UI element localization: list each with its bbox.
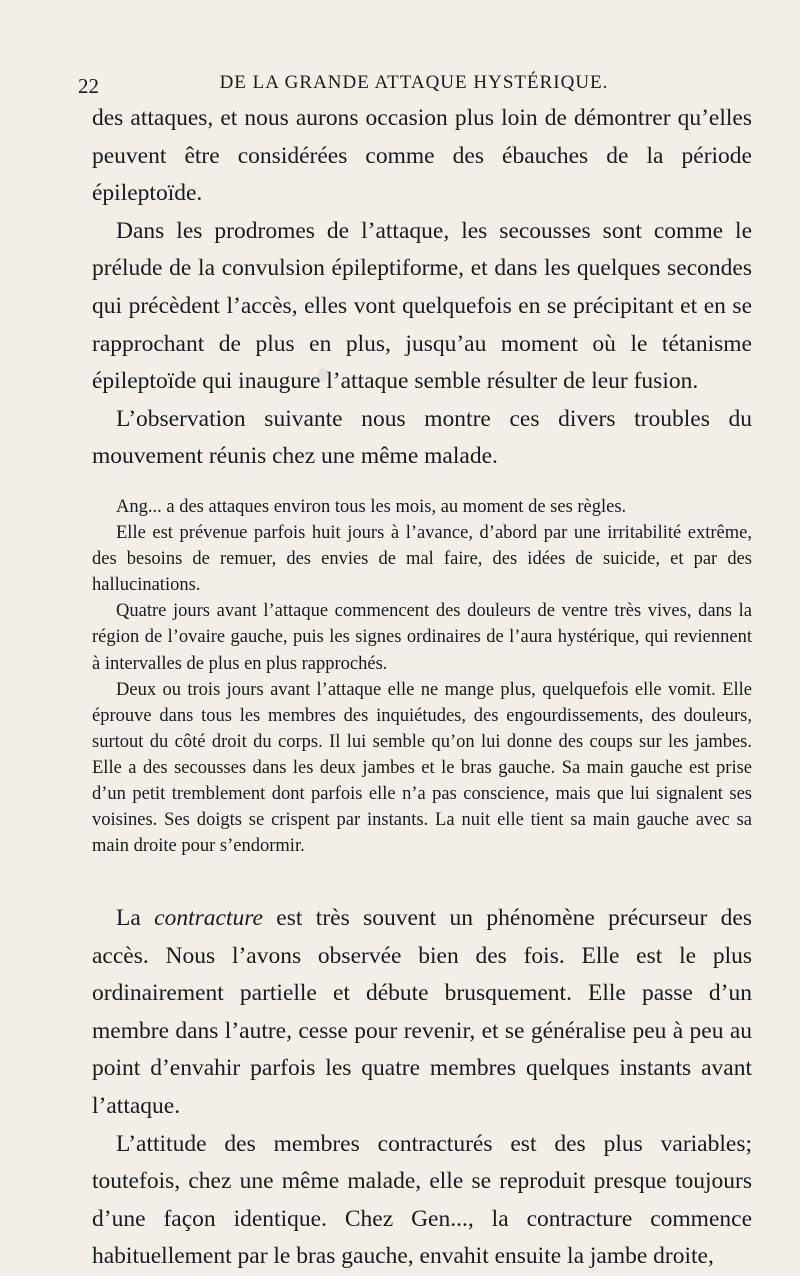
paragraph-observation-intro: L’observation suivante nous montre ces divers troubles du mouvement réunis chez une même malade. [92, 405, 752, 470]
emphasis-contracture: contracture [154, 905, 263, 931]
observation-paragraph: Ang... a des attaques environ tous les mois, au moment de ses règles. [116, 497, 627, 517]
paragraph-continuation: des attaques, et nous aurons occasion plus loin de démontrer qu’elles peuvent être considérées comme des ébauches de la période épileptoïde. [92, 105, 752, 207]
intro-section [92, 100, 752, 476]
observation-paragraph: Quatre jours avant l’attaque commencent des douleurs de ventre très vives, dans la région de l’ovaire gauche, puis les signes ordinaires de l’aura hystérique, qui reviennent à intervalles de plus en plus rapprochés. [92, 601, 752, 674]
paragraph-contracture: La contracture est très souvent un phénomène précurseur des accès. Nous l’avons observée bien des fois. Elle est le plus ordinairement partielle et débute brusquement. Elle passe d’un membre dans l’autre, cesse pour revenir, et se généralise peu à peu au point d’envahir parfois les quatre membres quelques instants avant l’attaque. [92, 905, 752, 1119]
observation-paragraph: Deux ou trois jours avant l’attaque elle ne mange plus, quelquefois elle vomit. Elle éprouve dans tous les membres des inquiétudes, des engourdissements, des douleurs, surtout du côté droit du corps. Il lui semble qu’on lui donne des coups sur les jambes. Elle a des secousses dans les deux jambes et le bras gauche. Sa main gauche est prise d’un petit tremblement dont parfois elle n’a pas conscience, mais que lui signalent ses voisines. Ses doigts se crispent par instants. La nuit elle tient sa main gauche avec sa main droite pour s’endormir. [92, 679, 752, 857]
observation-paragraph: Elle est prévenue parfois huit jours à l’avance, d’abord par une irritabilité extrême, des besoins de remuer, des envies de mal faire, des idées de suicide, et par des hallucinations. [92, 523, 752, 596]
paragraph-attitude: L’attitude des membres contracturés est des plus variables; toutefois, chez une même malade, elle se reproduit presque toujours d’une façon identique. Chez Gen..., la contracture commence habituellement par le bras gauche, envahit ensuite la jambe droite, [92, 1130, 752, 1270]
contracture-section [92, 900, 752, 1276]
page-number: 22 [78, 74, 99, 98]
running-title: DE LA GRANDE ATTAQUE HYSTÉRIQUE. [219, 72, 609, 93]
observation-case [92, 494, 752, 859]
paragraph-prodromes: Dans les prodromes de l’attaque, les secousses sont comme le prélude de la convulsion épileptiforme, et dans les quelques secondes qui précèdent l’accès, elles vont quelquefois en se précipitant et en se rapprochant de plus en plus, jusqu’au moment où le tétanisme épileptoïde qui inaugure l’attaque semble résulter de leur fusion. [92, 217, 752, 395]
ink-blot [318, 368, 328, 382]
page-header [78, 68, 750, 102]
